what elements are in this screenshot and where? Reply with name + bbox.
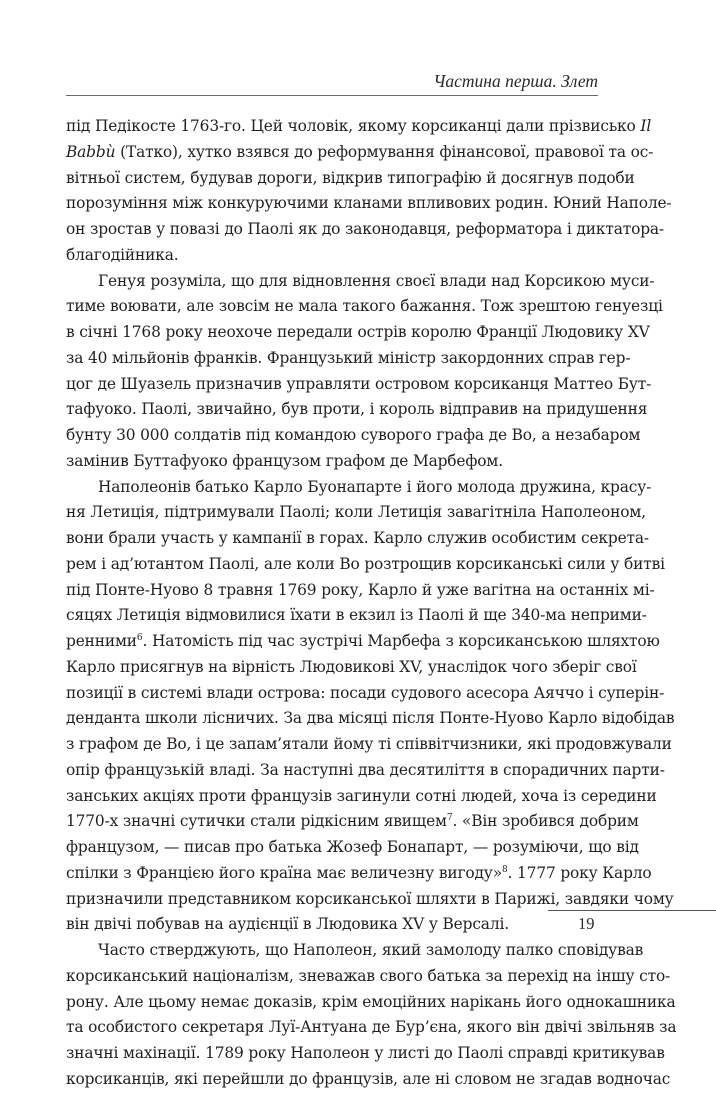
text-line: Babbù (Татко), хутко взявся до реформування фінансової, правової та ос- [66,142,654,161]
paragraph-start-line: Часто стверджують, що Наполеон, який замолоду палко сповідував [98,941,644,959]
text-line: під Педікосте 1763-го. Цей чоловік, якому корсиканці дали прізвисько Il [66,117,652,135]
text-line: ня Летиція, підтримували Паолі; коли Летиція завагітніла Наполеоном, [66,503,646,522]
footer-rule [548,910,716,911]
text-line: з графом де Во, і це запам’ятали йому ті співвітчизники, які продовжували [66,735,672,753]
text-line: він двічі побував на аудієнції в Людовика XV у Версалі. [66,915,509,934]
text-line: порозуміння між конкуруючими кланами впливових родин. Юний Наполе- [66,194,672,213]
text-line: вони брали участь у кампанії в горах. Карло служив особистим секрета- [66,529,649,547]
text-line: опір французькій владі. За наступні два десятиліття в спорадичних парти- [66,760,665,779]
text-line: денданта школи лісничих. За два місяці після Понте-Нуово Карло відобідав [66,709,675,728]
text-line: 1770-х значні сутички стали рідкісним явищем$^7$. «Він зробився добрим [66,812,639,831]
text-line: благодійника. [66,245,179,264]
text-line: тиме воювати, але зовсім не мала такого бажання. Тож зрештою генуезці [66,297,663,316]
text-line: корсиканців, які перейшли до французів, але ні словом не згадав водночас [66,1069,671,1088]
text-line: спілки з Францією його країна має величезну вигоду»$^8$. 1777 року Карло [66,863,652,882]
text-line: позиції в системі влади острова: посади судового асесора Аяччо і суперін- [66,683,665,702]
text-line: значні махінації. 1789 року Наполеон у листі до Паолі справді критикував [66,1044,665,1062]
footnote-ref[interactable]: 7 [446,813,453,824]
body-text [66,114,677,1093]
paragraph-start-line: Генуя розуміла, що для відновлення своєї влади над Корсикою муси- [98,271,655,290]
text-line: призначили представником корсиканської шляхти в Парижі, завдяки чому [66,889,674,908]
text-line: ренними$^6$. Натомість під час зустрічі Марбефа з корсиканською шляхтою [66,632,660,650]
text-line: рем і ад’ютантом Паолі, але коли Во розтрощив корсиканські сили у битві [66,554,665,573]
paragraph-start-line: Наполеонів батько Карло Буонапарте і його молода дружина, красу- [98,477,652,496]
text-line: тафуоко. Паолі, звичайно, був проти, і король відправив на придушення [66,400,648,419]
running-header [66,70,598,96]
text-line: сяцях Летиція відмовилися їхати в екзил із Паолі й ще 340-ма неприми- [66,606,647,625]
text-line: за 40 мільйонів франків. Французький міністр закордонних справ гер- [66,348,631,367]
footnote-ref[interactable]: 6 [136,633,143,643]
text-line: рону. Але цьому немає доказів, крім емоційних нарікань його однокашника [66,992,676,1011]
text-line: та особистого секретаря Луї-Антуана де Бур’єна, якого він двічі звільняв за [66,1018,677,1037]
text-line: в січні 1768 року неохоче передали острів королю Франції Людовику XV [66,323,650,341]
text-line: Карло присягнув на вірність Людовикові XV, унаслідок чого зберіг свої [66,657,637,676]
text-line: бунту 30 000 солдатів під командою суворого графа де Во, а незабаром [66,426,641,444]
text-line: корсиканський націоналізм, зневажав свого батька за перехід на іншу сто- [66,966,671,985]
text-line: цог де Шуазель призначив управляти островом корсиканця Маттео Бут- [66,374,652,393]
text-line: замінив Буттафуоко французом графом де Марбефом. [66,451,503,470]
text-line: французом, — писав про батька Жозеф Бонапарт, — розуміючи, що від [66,838,639,856]
page-number: 19 [578,914,595,933]
text-line: під Понте-Нуово 8 травня 1769 року, Карло й уже вагітна на останніх мі- [66,580,655,599]
text-line: вітньої систем, будував дороги, відкрив типографію й досягнув подоби [66,168,635,187]
footnote-ref[interactable]: 8 [501,864,508,875]
text-line: занських акціях проти французів загинули сотні людей, хоча із середини [66,786,657,805]
text-line: он зростав у повазі до Паолі як до законодавця, реформатора і диктатора- [66,220,664,238]
running-title: Частина перша. Злет [433,71,598,91]
